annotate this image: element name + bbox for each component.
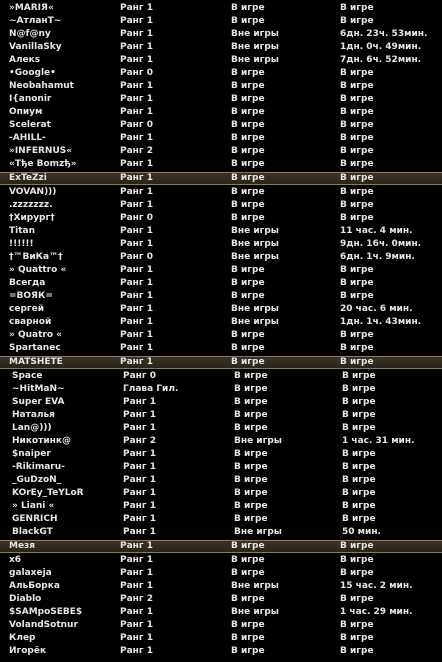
- member-last-seen: В игре: [342, 384, 376, 394]
- member-rank: Ранг 1: [120, 107, 153, 117]
- member-row[interactable]: [0, 554, 442, 567]
- member-status: Вне игры: [231, 581, 279, 591]
- member-rank: Ранг 2: [120, 594, 153, 604]
- member-last-seen: 9дн. 16ч. 0мин.: [340, 239, 422, 249]
- member-status: В игре: [234, 410, 268, 420]
- member-rank: Ранг 1: [123, 397, 156, 407]
- member-last-seen: В игре: [340, 594, 374, 604]
- member-rank: Ранг 0: [123, 371, 156, 381]
- member-status: В игре: [231, 330, 265, 340]
- member-row[interactable]: [0, 567, 442, 580]
- member-name: Diablo: [9, 594, 42, 604]
- member-name: I{anonir: [9, 94, 52, 104]
- member-rank: Глава Гил.: [123, 384, 179, 394]
- member-name: сергей: [9, 304, 44, 314]
- member-row[interactable]: [0, 225, 442, 238]
- member-rank: Ранг 1: [120, 291, 153, 301]
- member-row[interactable]: [0, 199, 442, 212]
- member-row[interactable]: [0, 580, 442, 593]
- member-last-seen: В игре: [342, 397, 376, 407]
- member-row[interactable]: [0, 106, 442, 119]
- member-rank: Ранг 1: [120, 133, 153, 143]
- member-row[interactable]: [0, 238, 442, 251]
- member-last-seen: В игре: [342, 475, 376, 485]
- member-rank: Ранг 1: [120, 16, 153, 26]
- member-last-seen: В игре: [340, 120, 374, 130]
- member-last-seen: В игре: [342, 410, 376, 420]
- member-rank: Ранг 1: [120, 42, 153, 52]
- member-name: $SAMpoSEBE$: [9, 607, 83, 617]
- member-status: В игре: [231, 555, 265, 565]
- member-status: В игре: [231, 173, 265, 183]
- member-name: †Хирург†: [9, 213, 55, 223]
- member-status: В игре: [234, 423, 268, 433]
- member-row[interactable]: [0, 593, 442, 606]
- member-row[interactable]: [0, 422, 442, 435]
- member-status: В игре: [234, 514, 268, 524]
- member-rank: Ранг 2: [123, 436, 156, 446]
- member-row[interactable]: [0, 316, 442, 329]
- member-rank: Ранг 1: [120, 357, 153, 367]
- member-rank: Ранг 1: [120, 646, 153, 656]
- member-status: В игре: [231, 646, 265, 656]
- member-rank: Ранг 1: [120, 541, 153, 551]
- member-last-seen: В игре: [340, 173, 374, 183]
- member-status: Вне игры: [231, 304, 279, 314]
- member-name: N@f@ny: [9, 29, 51, 39]
- member-rank: Ранг 1: [123, 410, 156, 420]
- member-status: Вне игры: [231, 317, 279, 327]
- member-status: В игре: [231, 541, 265, 551]
- member-name: Scelerat: [9, 120, 51, 130]
- member-last-seen: 11 час. 4 мин.: [340, 226, 413, 236]
- member-row[interactable]: [0, 329, 442, 342]
- member-name: «Tђe Bomzђ»: [9, 159, 77, 169]
- member-status: В игре: [234, 475, 268, 485]
- member-last-seen: В игре: [340, 16, 374, 26]
- member-name: Lan@))): [12, 423, 52, 433]
- member-row[interactable]: [0, 435, 442, 448]
- member-row[interactable]: [0, 67, 442, 80]
- member-last-seen: В игре: [340, 568, 374, 578]
- member-rank: Ранг 1: [123, 423, 156, 433]
- member-row[interactable]: [0, 448, 442, 461]
- member-row[interactable]: [0, 474, 442, 487]
- member-last-seen: В игре: [340, 133, 374, 143]
- member-name: !!!!!!: [9, 239, 34, 249]
- member-row[interactable]: [0, 370, 442, 383]
- member-rank: Ранг 1: [120, 581, 153, 591]
- member-rank: Ранг 1: [120, 173, 153, 183]
- member-last-seen: 50 мин.: [342, 527, 381, 537]
- member-status: Вне игры: [231, 252, 279, 262]
- member-status: В игре: [234, 384, 268, 394]
- member-last-seen: В игре: [342, 423, 376, 433]
- member-name: Spartanec: [9, 343, 61, 353]
- member-row[interactable]: [0, 461, 442, 474]
- member-status: В игре: [231, 107, 265, 117]
- member-last-seen: В игре: [340, 81, 374, 91]
- member-name: »INFERNUS«: [9, 146, 73, 156]
- member-status: Вне игры: [234, 527, 282, 537]
- member-name: » Liani «: [12, 501, 55, 511]
- member-name: -Rikimaru-: [12, 462, 65, 472]
- member-last-seen: В игре: [340, 200, 374, 210]
- member-status: Вне игры: [234, 436, 282, 446]
- member-rank: Ранг 1: [123, 462, 156, 472]
- member-name: Никотинк@: [12, 436, 71, 446]
- member-name: •Google•: [9, 68, 56, 78]
- member-last-seen: В игре: [340, 633, 374, 643]
- member-name: KOrEy_TeYLoR: [12, 488, 84, 498]
- member-last-seen: 20 час. 6 мин.: [340, 304, 413, 314]
- member-status: В игре: [231, 568, 265, 578]
- member-last-seen: 7дн. 6ч. 52мин.: [340, 55, 422, 65]
- member-name: Neobahamut: [9, 81, 74, 91]
- member-row[interactable]: [0, 119, 442, 132]
- member-rank: Ранг 1: [120, 159, 153, 169]
- member-last-seen: 1 час. 29 мин.: [340, 607, 413, 617]
- member-row[interactable]: [0, 645, 442, 658]
- member-rank: Ранг 1: [120, 568, 153, 578]
- member-status: Вне игры: [231, 607, 279, 617]
- member-last-seen: В игре: [342, 501, 376, 511]
- member-rank: Ранг 1: [120, 55, 153, 65]
- member-rank: Ранг 1: [120, 330, 153, 340]
- member-status: В игре: [231, 633, 265, 643]
- member-row[interactable]: [0, 2, 442, 15]
- member-last-seen: В игре: [340, 278, 374, 288]
- member-rank: Ранг 1: [120, 94, 153, 104]
- member-name: ~АтланТ~: [9, 16, 62, 26]
- member-last-seen: 6дн. 1ч. 9мин.: [340, 252, 415, 262]
- member-name: Опиум: [9, 107, 43, 117]
- member-last-seen: В игре: [342, 514, 376, 524]
- member-row[interactable]: [0, 526, 442, 539]
- member-status: В игре: [231, 68, 265, 78]
- member-name: $naiper: [12, 449, 51, 459]
- member-status: В игре: [234, 462, 268, 472]
- member-row[interactable]: [0, 172, 442, 185]
- member-row[interactable]: [0, 513, 442, 526]
- member-status: В игре: [231, 187, 265, 197]
- member-row[interactable]: [0, 277, 442, 290]
- member-last-seen: 6дн. 23ч. 53мин.: [340, 29, 428, 39]
- member-row[interactable]: [0, 251, 442, 264]
- member-row[interactable]: [0, 303, 442, 316]
- member-last-seen: В игре: [342, 462, 376, 472]
- member-name: VOVAN))): [9, 187, 57, 197]
- member-row[interactable]: [0, 409, 442, 422]
- member-row[interactable]: [0, 500, 442, 513]
- member-status: Вне игры: [231, 42, 279, 52]
- member-status: В игре: [231, 620, 265, 630]
- member-status: В игре: [231, 278, 265, 288]
- member-row[interactable]: [0, 632, 442, 645]
- member-rank: Ранг 1: [120, 3, 153, 13]
- member-row[interactable]: [0, 132, 442, 145]
- member-name: »MARIЯ«: [9, 3, 54, 13]
- member-rank: Ранг 1: [123, 527, 156, 537]
- member-row[interactable]: [0, 145, 442, 158]
- member-name: Super EVA: [12, 397, 65, 407]
- member-rank: Ранг 0: [120, 252, 153, 262]
- member-rank: Ранг 0: [120, 120, 153, 130]
- member-rank: Ранг 1: [120, 29, 153, 39]
- member-name: -AHILL-: [9, 133, 46, 143]
- member-name: _GuDzoN_: [12, 475, 62, 485]
- member-status: В игре: [231, 120, 265, 130]
- member-row[interactable]: [0, 290, 442, 303]
- member-rank: Ранг 1: [120, 226, 153, 236]
- member-status: В игре: [231, 213, 265, 223]
- member-rank: Ранг 1: [120, 607, 153, 617]
- member-name: VanillaSky: [9, 42, 62, 52]
- member-name: .zzzzzzz.: [9, 200, 53, 210]
- member-last-seen: В игре: [340, 3, 374, 13]
- member-name: VolandSotnur: [9, 620, 78, 630]
- member-row[interactable]: [0, 264, 442, 277]
- member-row[interactable]: [0, 606, 442, 619]
- member-last-seen: В игре: [340, 265, 374, 275]
- member-rank: Ранг 0: [120, 213, 153, 223]
- guild-member-list: [0, 2, 442, 658]
- member-status: Вне игры: [231, 55, 279, 65]
- member-row[interactable]: [0, 41, 442, 54]
- member-status: Вне игры: [231, 29, 279, 39]
- member-last-seen: В игре: [340, 555, 374, 565]
- member-last-seen: В игре: [340, 646, 374, 656]
- member-last-seen: В игре: [340, 541, 374, 551]
- member-row[interactable]: [0, 28, 442, 41]
- member-status: В игре: [234, 449, 268, 459]
- member-rank: Ранг 1: [123, 501, 156, 511]
- member-row[interactable]: [0, 93, 442, 106]
- member-rank: Ранг 1: [120, 317, 153, 327]
- member-status: В игре: [231, 94, 265, 104]
- member-last-seen: 1дн. 1ч. 43мин.: [340, 317, 422, 327]
- member-rank: Ранг 1: [120, 304, 153, 314]
- member-rank: Ранг 0: [120, 68, 153, 78]
- member-row[interactable]: [0, 342, 442, 355]
- member-name: Space: [12, 371, 43, 381]
- member-last-seen: В игре: [340, 620, 374, 630]
- member-rank: Ранг 1: [123, 514, 156, 524]
- member-name: Игорёк: [9, 646, 47, 656]
- member-rank: Ранг 1: [120, 81, 153, 91]
- member-status: В игре: [231, 594, 265, 604]
- member-last-seen: В игре: [342, 449, 376, 459]
- member-rank: Ранг 1: [123, 449, 156, 459]
- member-last-seen: В игре: [340, 146, 374, 156]
- member-status: В игре: [231, 159, 265, 169]
- member-rank: Ранг 1: [120, 633, 153, 643]
- member-rank: Ранг 1: [123, 475, 156, 485]
- member-status: В игре: [234, 371, 268, 381]
- member-last-seen: В игре: [342, 371, 376, 381]
- member-last-seen: В игре: [340, 330, 374, 340]
- member-status: В игре: [231, 291, 265, 301]
- member-last-seen: В игре: [340, 94, 374, 104]
- member-row[interactable]: [0, 540, 442, 553]
- member-last-seen: В игре: [340, 291, 374, 301]
- member-last-seen: В игре: [340, 159, 374, 169]
- member-status: В игре: [231, 200, 265, 210]
- member-last-seen: В игре: [340, 107, 374, 117]
- member-status: В игре: [231, 81, 265, 91]
- member-status: В игре: [234, 397, 268, 407]
- member-last-seen: В игре: [342, 488, 376, 498]
- member-name: сварной: [9, 317, 52, 327]
- member-row[interactable]: [0, 212, 442, 225]
- member-rank: Ранг 1: [120, 278, 153, 288]
- member-last-seen: 15 час. 2 мин.: [340, 581, 413, 591]
- member-rank: Ранг 1: [123, 488, 156, 498]
- member-name: Titan: [9, 226, 36, 236]
- member-name: Наталья: [12, 410, 55, 420]
- member-row[interactable]: [0, 158, 442, 171]
- member-name: » Quattro «: [9, 265, 67, 275]
- member-rank: Ранг 2: [120, 146, 153, 156]
- member-row[interactable]: [0, 186, 442, 199]
- member-status: Вне игры: [231, 239, 279, 249]
- member-rank: Ранг 1: [120, 555, 153, 565]
- member-rank: Ранг 1: [120, 265, 153, 275]
- member-last-seen: В игре: [340, 187, 374, 197]
- member-name: Клер: [9, 633, 36, 643]
- member-last-seen: В игре: [340, 68, 374, 78]
- member-status: В игре: [231, 16, 265, 26]
- member-last-seen: В игре: [340, 343, 374, 353]
- member-row[interactable]: [0, 80, 442, 93]
- member-rank: Ранг 1: [120, 343, 153, 353]
- member-name: †™ВиКа™†: [9, 252, 63, 262]
- member-name: Мезя: [9, 541, 36, 551]
- member-last-seen: 1дн. 0ч. 49мин.: [340, 42, 422, 52]
- member-name: GENRICH: [12, 514, 58, 524]
- member-row[interactable]: [0, 15, 442, 28]
- member-status: В игре: [231, 3, 265, 13]
- member-row[interactable]: [0, 383, 442, 396]
- member-status: В игре: [231, 265, 265, 275]
- member-name: x6: [9, 555, 22, 565]
- member-status: В игре: [231, 133, 265, 143]
- member-last-seen: 1 час. 31 мин.: [342, 436, 415, 446]
- member-name: BlackGT: [12, 527, 53, 537]
- member-row[interactable]: [0, 619, 442, 632]
- member-status: В игре: [234, 501, 268, 511]
- member-row[interactable]: [0, 396, 442, 409]
- member-name: Всегда: [9, 278, 46, 288]
- member-row[interactable]: [0, 54, 442, 67]
- member-rank: Ранг 1: [120, 200, 153, 210]
- member-status: В игре: [231, 357, 265, 367]
- member-row[interactable]: [0, 356, 442, 369]
- member-name: =ВОЯК=: [9, 291, 53, 301]
- member-status: Вне игры: [231, 226, 279, 236]
- member-name: АльБорка: [9, 581, 60, 591]
- member-name: » Quatro «: [9, 330, 62, 340]
- member-status: В игре: [231, 146, 265, 156]
- member-rank: Ранг 1: [120, 239, 153, 249]
- member-name: ExTeZzi: [9, 173, 47, 183]
- member-name: Алекs: [9, 55, 41, 65]
- member-last-seen: В игре: [340, 213, 374, 223]
- member-status: В игре: [234, 488, 268, 498]
- member-rank: Ранг 1: [120, 187, 153, 197]
- member-rank: Ранг 1: [120, 620, 153, 630]
- member-name: MATSHETE: [9, 357, 63, 367]
- member-name: galaxeja: [9, 568, 52, 578]
- member-status: В игре: [231, 343, 265, 353]
- member-row[interactable]: [0, 487, 442, 500]
- member-last-seen: В игре: [340, 357, 374, 367]
- member-name: ~HitMaN~: [12, 384, 65, 394]
